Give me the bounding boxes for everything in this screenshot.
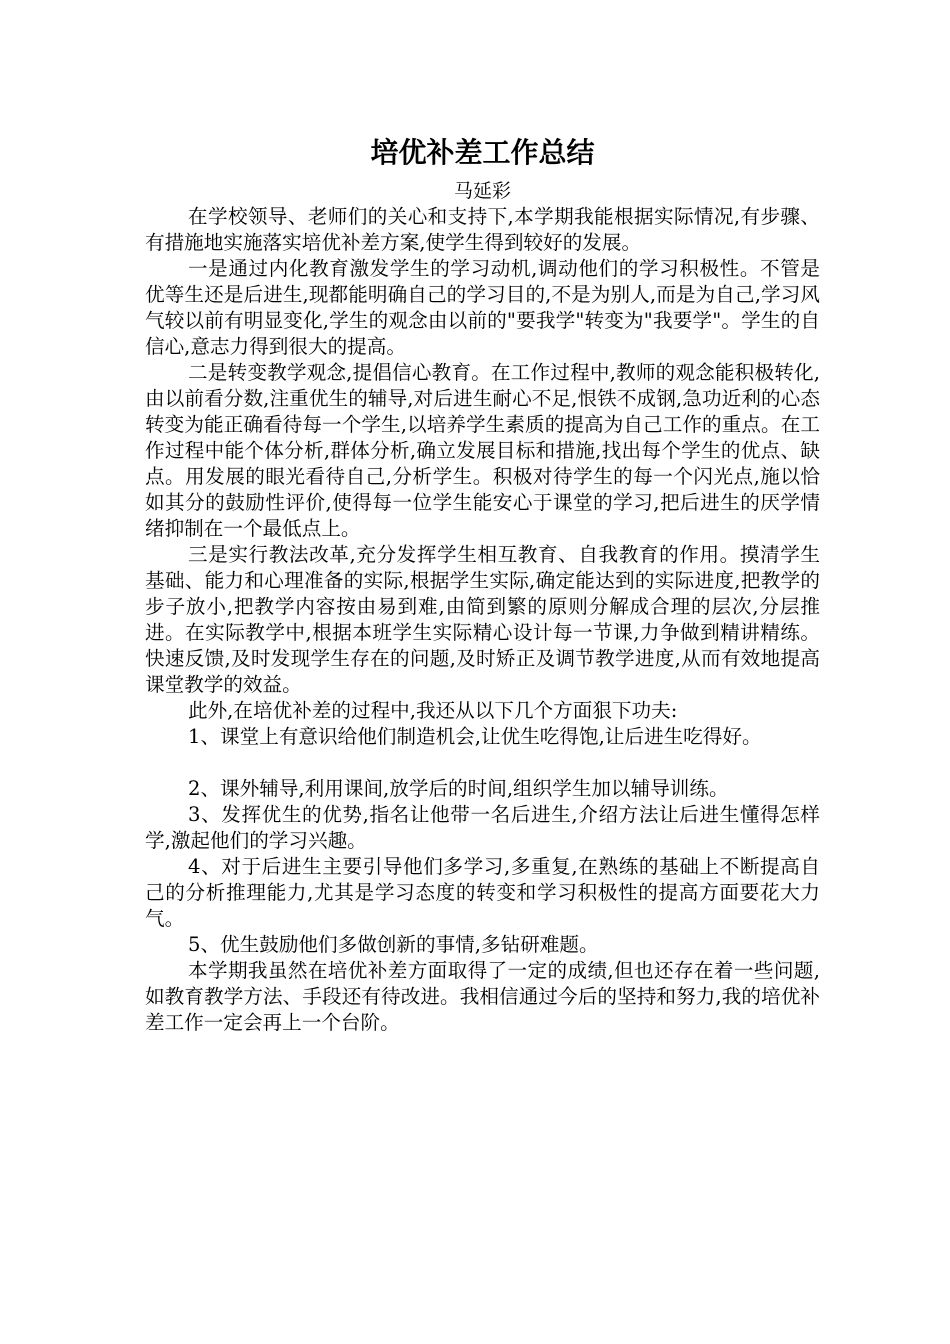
paragraph-point-one: 一是通过内化教育激发学生的学习动机,调动他们的学习积极性。不管是优等生还是后进生,现都能明确自己的学习目的,不是为别人,而是为自己,学习风气较以前有明显变化,学生的观念由以前的"要我学"转变为"我要学"。学生的自信心,意志力得到很大的提高。 — [145, 257, 820, 358]
document-content — [145, 128, 820, 1036]
list-item-3: 3、发挥优生的优势,指名让他带一名后进生,介绍方法让后进生懂得怎样学,激起他们的学习兴趣。 — [145, 803, 820, 852]
blank-line — [145, 750, 820, 776]
list-item-2: 2、课外辅导,利用课间,放学后的时间,组织学生加以辅导训练。 — [188, 777, 729, 800]
document-author: 马延彩 — [453, 180, 511, 202]
document-body — [145, 204, 820, 1036]
document-title: 培优补差工作总结 — [370, 136, 595, 169]
paragraph-point-two: 二是转变教学观念,提倡信心教育。在工作过程中,教师的观念能积极转化,由以前看分数,注重优生的辅导,对后进生耐心不足,恨铁不成钢,急功近利的心态转变为能正确看待每一个学生,以培养学生素质的提高为自己工作的重点。在工作过程中能个体分析,群体分析,确立发展目标和措施,找出每个学生的优点、缺点。用发展的眼光看待自己,分析学生。积极对待学生的每一个闪光点,施以恰如其分的鼓励性评价,使得每一位学生能安心于课堂的学习,把后进生的厌学情绪抑制在一个最低点上。 — [145, 361, 820, 540]
paragraph-point-three: 三是实行教法改革,充分发挥学生相互教育、自我教育的作用。摸清学生基础、能力和心理准备的实际,根据学生实际,确定能达到的实际进度,把教学的步子放小,把教学内容按由易到难,由简到繁的原则分解成合理的层次,分层推进。在实际教学中,根据本班学生实际精心设计每一节课,力争做到精讲精练。快速反馈,及时发现学生存在的问题,及时矫正及调节教学进度,从而有效地提高课堂教学的效益。 — [145, 543, 820, 696]
list-item-5: 5、优生鼓励他们多做创新的事情,多钻研难题。 — [188, 933, 599, 956]
paragraph-additionally: 此外,在培优补差的过程中,我还从以下几个方面狠下功夫: — [188, 699, 678, 722]
list-item-1: 1、课堂上有意识给他们制造机会,让优生吃得饱,让后进生吃得好。 — [188, 725, 762, 748]
paragraph-conclusion: 本学期我虽然在培优补差方面取得了一定的成绩,但也还存在着一些问题,如教育教学方法、手段还有待改进。我相信通过今后的坚持和努力,我的培优补差工作一定会再上一个台阶。 — [145, 959, 820, 1034]
paragraph-intro: 在学校领导、老师们的关心和支持下,本学期我能根据实际情况,有步骤、有措施地实施落实培优补差方案,使学生得到较好的发展。 — [145, 205, 820, 254]
list-item-4: 4、对于后进生主要引导他们多学习,多重复,在熟练的基础上不断提高自己的分析推理能力,尤其是学习态度的转变和学习积极性的提高方面要花大力气。 — [145, 855, 820, 930]
